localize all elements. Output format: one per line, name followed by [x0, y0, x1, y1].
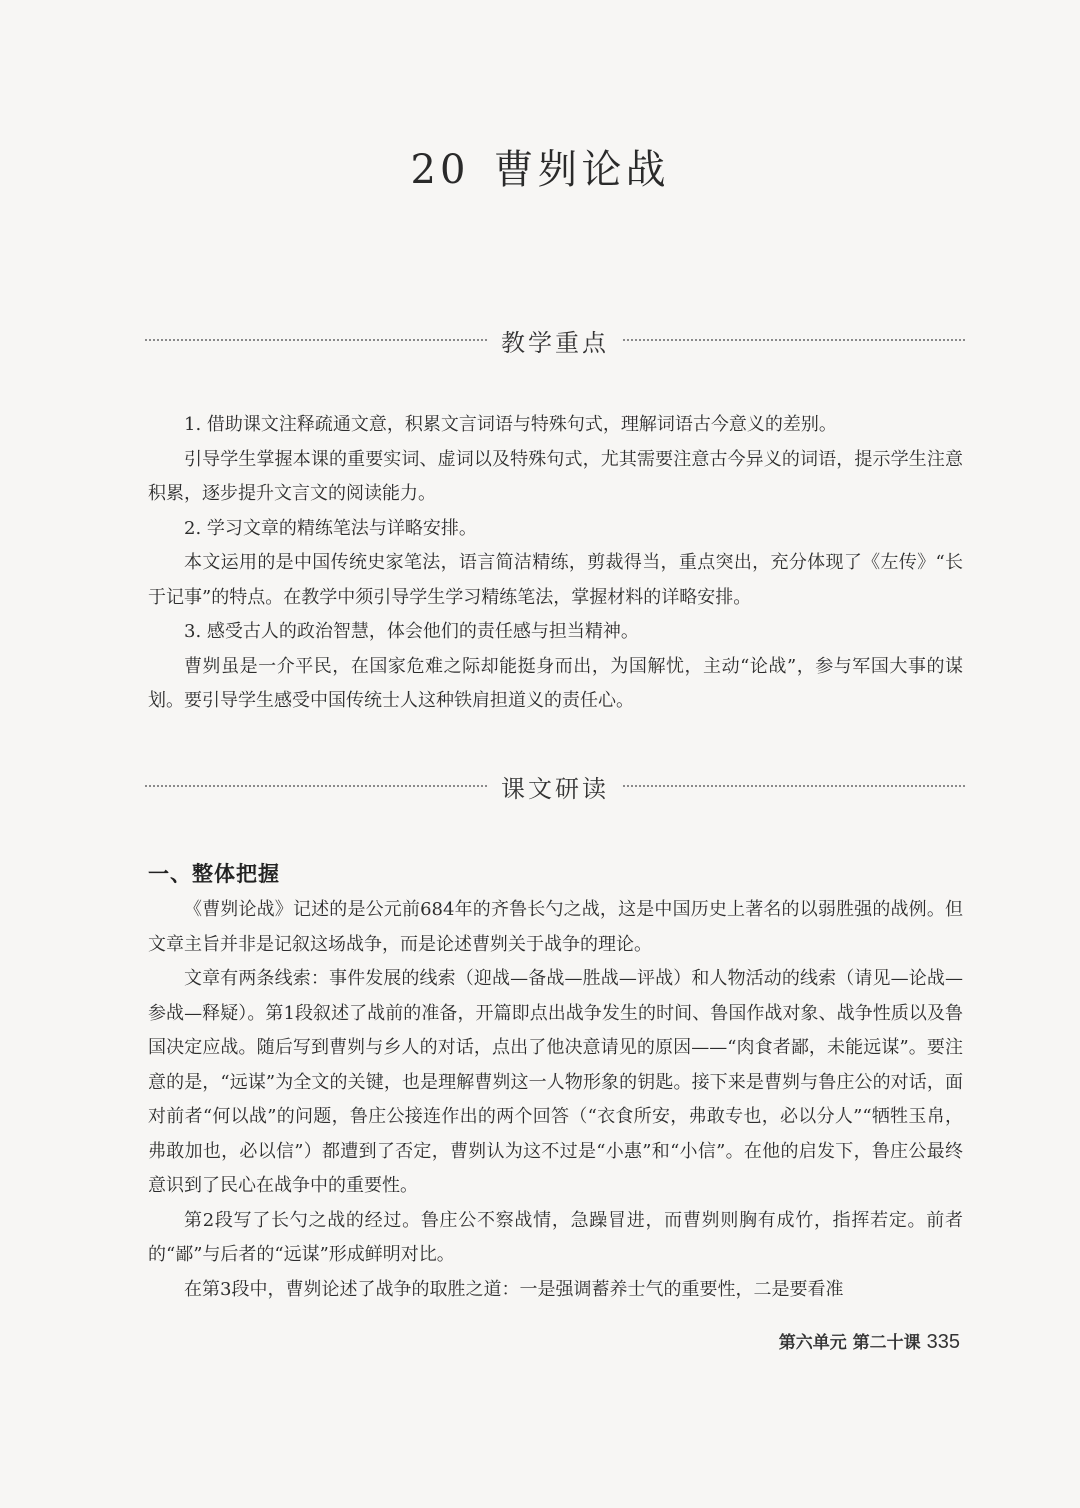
dotted-rule-left [145, 339, 487, 341]
section-heading-teaching-focus [145, 320, 965, 360]
lesson-title-text: 曹刿论战 [493, 147, 670, 193]
page-number: 335 [926, 1331, 960, 1353]
paragraph: 引导学生掌握本课的重要实词、虚词以及特殊句式，尤其需要注意古今异义的词语，提示学生注意积累，逐步提升文言文的阅读能力。 [148, 448, 963, 504]
paragraph: 第2段写了长勺之战的经过。鲁庄公不察战情，急躁冒进，而曹刿则胸有成竹，指挥若定。前者的“鄙”与后者的“远谋”形成鲜明对比。 [148, 1209, 963, 1265]
page-footer [779, 1328, 960, 1354]
section-heading-label: 课文研读 [501, 774, 609, 803]
paragraph: 曹刿虽是一介平民，在国家危难之际却能挺身而出，为国解忧，主动“论战”，参与军国大事的谋划。要引导学生感受中国传统士人这种铁肩担道义的责任心。 [148, 655, 963, 711]
section-heading-label: 教学重点 [501, 328, 609, 357]
lesson-number: 20 [410, 147, 470, 193]
unit-label: 第六单元 第二十课 [778, 1333, 921, 1353]
lesson-title [0, 138, 1080, 195]
dotted-rule-right [623, 785, 965, 787]
dotted-rule-left [145, 785, 487, 787]
dotted-rule-right [623, 339, 965, 341]
paragraph: 在第3段中，曹刿论述了战争的取胜之道：一是强调蓄养士气的重要性，二是要看准 [184, 1278, 844, 1300]
subsection-heading: 一、整体把握 [148, 862, 280, 886]
paragraph: 文章有两条线索：事件发展的线索（迎战—备战—胜战—评战）和人物活动的线索（请见—论战—参战—释疑）。第1段叙述了战前的准备，开篇即点出战争发生的时间、鲁国作战对象、战争性质以及鲁国决定应战。随后写到曹刿与乡人的对话，点出了他决意请见的原因——“肉食者鄙，未能远谋”。要注意的是，“远谋”为全文的关键，也是理解曹刿这一人物形象的钥匙。接下来是曹刿与鲁庄公的对话，面对前者“何以战”的问题，鲁庄公接连作出的两个回答（“衣食所安，弗敢专也，必以分人”“牺牲玉帛，弗敢加也，必以信”）都遭到了否定，曹刿认为这不过是“小惠”和“小信”。在他的启发下，鲁庄公最终意识到了民心在战争中的重要性。 [148, 968, 963, 1196]
section-heading-text-study [145, 766, 965, 806]
paragraph: 《曹刿论战》记述的是公元前684年的齐鲁长勺之战，这是中国历史上著名的以弱胜强的战例。但文章主旨并非是记叙这场战争，而是论述曹刿关于战争的理论。 [148, 899, 963, 955]
paragraph: 3. 感受古人的政治智慧，体会他们的责任感与担当精神。 [184, 621, 639, 642]
paragraph: 本文运用的是中国传统史家笔法，语言简洁精练，剪裁得当，重点突出，充分体现了《左传》“长于记事”的特点。在教学中须引导学生学习精练笔法，掌握材料的详略安排。 [148, 552, 963, 608]
teaching-focus-body [148, 408, 963, 719]
paragraph: 1. 借助课文注释疏通文意，积累文言词语与特殊句式，理解词语古今意义的差别。 [184, 414, 837, 435]
paragraph: 2. 学习文章的精练笔法与详略安排。 [184, 517, 477, 539]
text-study-body [148, 893, 963, 1307]
